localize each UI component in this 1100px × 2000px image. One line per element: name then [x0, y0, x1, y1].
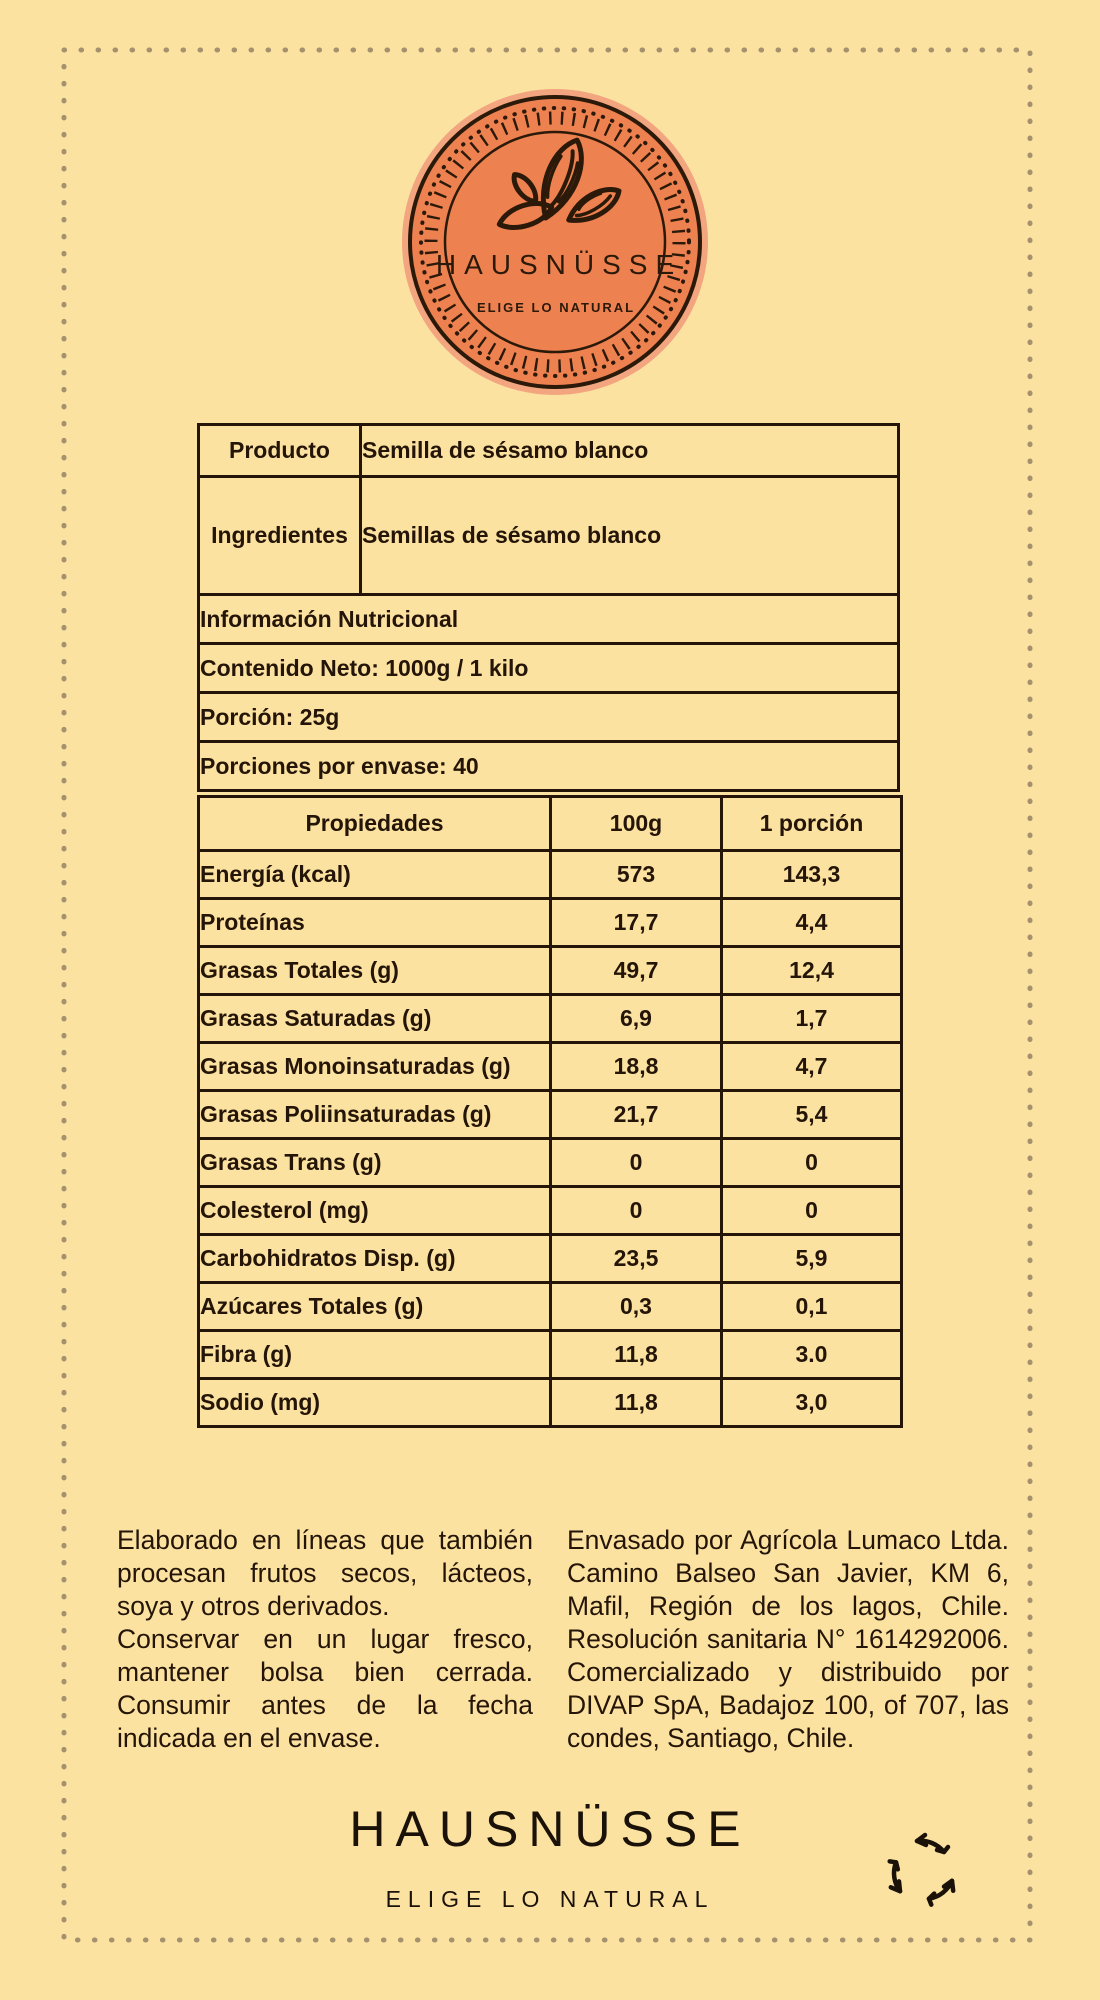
distributor-note	[567, 1524, 1009, 1755]
distributor-text: Envasado por Agrícola Lumaco Ltda. Camino Balseo San Javier, KM 6, Mafil, Región de los lagos, Chile. Resolución sanitaria N° 1614292006. Comercializado y distribuido por DIVAP SpA, Badajoz 100, of 707, las condes, Santiago, Chile.	[567, 1525, 1009, 1753]
value-porcion: 3.0	[722, 1331, 902, 1379]
nutrition-row	[199, 1235, 902, 1283]
value-porcion: 5,9	[722, 1235, 902, 1283]
nutrition-row	[199, 1187, 902, 1235]
nutrition-row	[199, 1139, 902, 1187]
storage-note	[117, 1524, 533, 1755]
info-row-text: Porción: 25g	[199, 693, 899, 742]
footer-brand: HAUSNÜSSE	[349, 1801, 751, 1857]
value-porcion: 3,0	[722, 1379, 902, 1427]
header-100g: 100g	[551, 797, 722, 851]
nutrient-label: Sodio (mg)	[199, 1379, 551, 1427]
nutrient-label: Colesterol (mg)	[199, 1187, 551, 1235]
row-value: Semillas de sésamo blanco	[361, 477, 899, 595]
nutrition-row	[199, 851, 902, 899]
value-100g: 11,8	[551, 1379, 722, 1427]
value-100g: 11,8	[551, 1331, 722, 1379]
info-row-text: Información Nutricional	[199, 595, 899, 644]
nutrient-label: Azúcares Totales (g)	[199, 1283, 551, 1331]
value-porcion: 0,1	[722, 1283, 902, 1331]
value-100g: 18,8	[551, 1043, 722, 1091]
nutrition-row	[199, 1379, 902, 1427]
info-row-text: Contenido Neto: 1000g / 1 kilo	[199, 644, 899, 693]
table-row	[199, 425, 899, 477]
value-porcion: 4,4	[722, 899, 902, 947]
storage-text: Conservar en un lugar fresco, mantener bolsa bien cerrada. Consumir antes de la fecha indicada en el envase.	[117, 1624, 533, 1753]
nutrient-label: Energía (kcal)	[199, 851, 551, 899]
info-row	[199, 595, 899, 644]
nutrient-label: Fibra (g)	[199, 1331, 551, 1379]
nutrient-label: Grasas Monoinsaturadas (g)	[199, 1043, 551, 1091]
recycle-icon	[878, 1826, 968, 1916]
brand-badge	[395, 82, 715, 402]
nutrient-label: Grasas Trans (g)	[199, 1139, 551, 1187]
value-100g: 23,5	[551, 1235, 722, 1283]
badge-brand-text: HAUSNÜSSE	[435, 249, 683, 280]
value-100g: 49,7	[551, 947, 722, 995]
general-info-table	[197, 593, 900, 792]
value-porcion: 143,3	[722, 851, 902, 899]
nutrition-row	[199, 899, 902, 947]
nutrition-row	[199, 1091, 902, 1139]
info-row	[199, 742, 899, 791]
nutrient-label: Grasas Saturadas (g)	[199, 995, 551, 1043]
value-100g: 17,7	[551, 899, 722, 947]
value-porcion: 12,4	[722, 947, 902, 995]
nutrition-row	[199, 995, 902, 1043]
nutrient-label: Grasas Poliinsaturadas (g)	[199, 1091, 551, 1139]
nutrition-row	[199, 1283, 902, 1331]
info-row	[199, 644, 899, 693]
value-porcion: 5,4	[722, 1091, 902, 1139]
nutrition-row	[199, 947, 902, 995]
info-row	[199, 693, 899, 742]
info-row-text: Porciones por envase: 40	[199, 742, 899, 791]
nutrition-row	[199, 1043, 902, 1091]
row-label: Ingredientes	[199, 477, 361, 595]
nutrition-row	[199, 1331, 902, 1379]
footer-tagline: ELIGE LO NATURAL	[385, 1886, 715, 1912]
nutrient-label: Grasas Totales (g)	[199, 947, 551, 995]
value-100g: 6,9	[551, 995, 722, 1043]
value-100g: 573	[551, 851, 722, 899]
header-porcion: 1 porción	[722, 797, 902, 851]
row-value: Semilla de sésamo blanco	[361, 425, 899, 477]
table-row	[199, 477, 899, 595]
value-100g: 21,7	[551, 1091, 722, 1139]
nutrient-label: Proteínas	[199, 899, 551, 947]
row-label: Producto	[199, 425, 361, 477]
product-info-table	[197, 423, 900, 596]
nutrition-table	[197, 795, 903, 1428]
value-porcion: 1,7	[722, 995, 902, 1043]
nutrition-header-row	[199, 797, 902, 851]
value-porcion: 0	[722, 1139, 902, 1187]
allergen-text: Elaborado en líneas que también procesan frutos secos, lácteos, soya y otros derivados.	[117, 1525, 533, 1621]
value-porcion: 0	[722, 1187, 902, 1235]
value-porcion: 4,7	[722, 1043, 902, 1091]
badge-tagline: ELIGE LO NATURAL	[476, 300, 636, 315]
nutrient-label: Carbohidratos Disp. (g)	[199, 1235, 551, 1283]
header-propiedades: Propiedades	[199, 797, 551, 851]
value-100g: 0,3	[551, 1283, 722, 1331]
value-100g: 0	[551, 1139, 722, 1187]
value-100g: 0	[551, 1187, 722, 1235]
